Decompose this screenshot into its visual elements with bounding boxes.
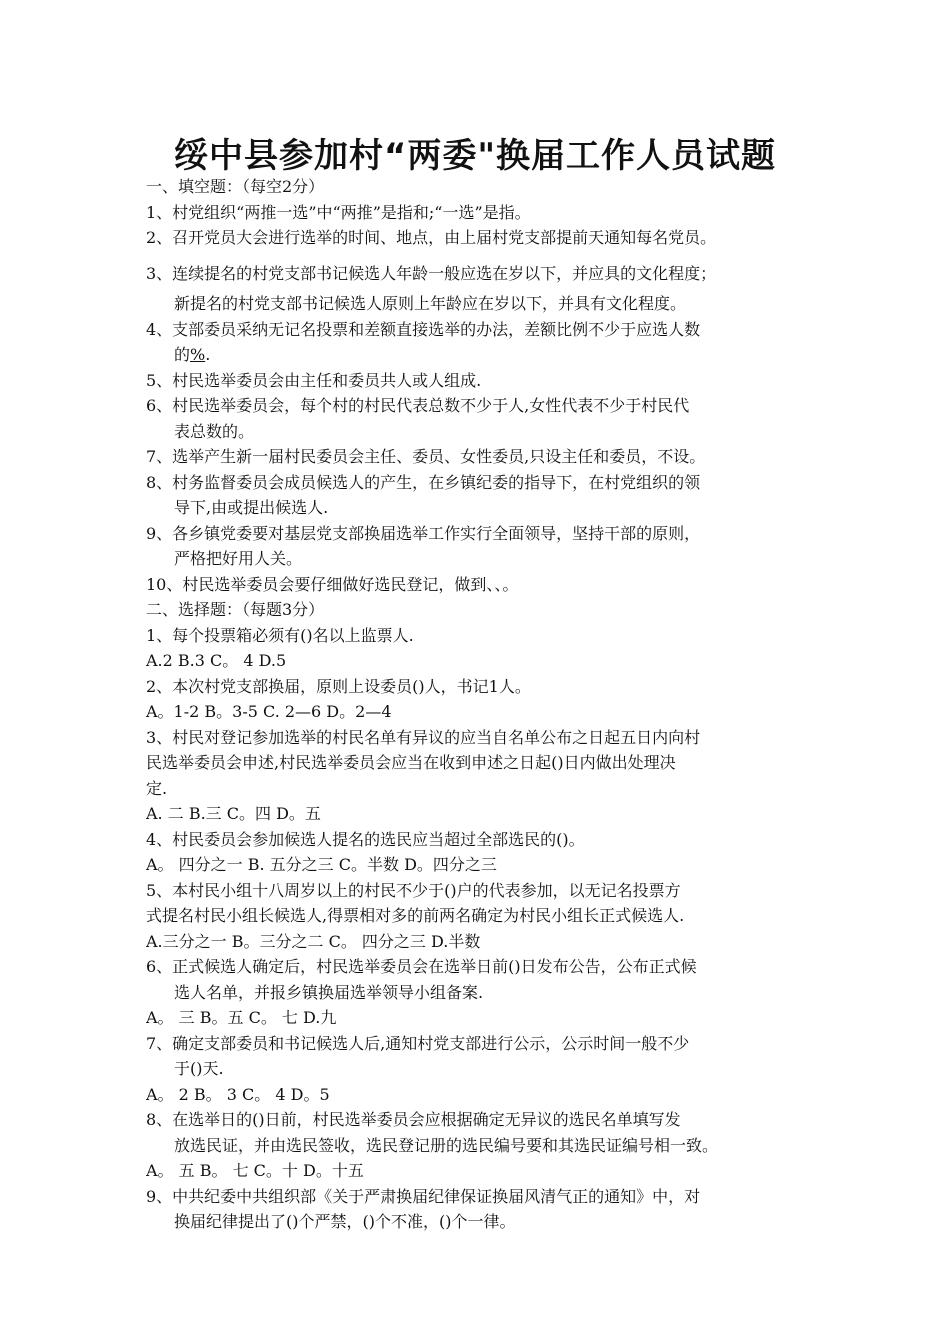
choice-question-5-line-2: 式提名村民小组长候选人,得票相对多的前两名确定为村民小组长正式候选人. — [146, 906, 685, 925]
choice-question-3-line-3: 定. — [146, 778, 168, 798]
choice-question-8-options: A。 五 B。 七 C。十 D。十五 — [146, 1161, 364, 1180]
choice-question-2: 2、本次村党支部换届，原则上设委员()人，书记1人。 — [146, 676, 531, 696]
choice-question-1: 1、每个投票箱必须有()名以上监票人. — [146, 625, 414, 645]
question-1: 1、村党组织“两推一选”中“两推”是指和;“一选”是指。 — [146, 202, 531, 222]
question-10: 10、村民选举委员会要仔细做好选民登记，做到、、。 — [146, 574, 519, 594]
choice-question-8-line-2: 放选民证，并由选民签收，选民登记册的选民编号要和其选民证编号相一致。 — [174, 1135, 719, 1155]
choice-question-5-options: A.三分之一 B。三分之二 C。 四分之三 D.半数 — [146, 931, 481, 951]
section-heading-choice: 二、选择题：（每题3分） — [146, 600, 325, 619]
choice-question-7-options: A。 2 B。 3 C。 4 D。5 — [146, 1084, 330, 1104]
choice-question-6-options: A。 三 B。五 C。 七 D.九 — [146, 1008, 337, 1027]
question-3-line-1: 3、连续提名的村党支部书记候选人年龄一般应选在岁以下，并应具的文化程度； — [146, 263, 717, 283]
question-7: 7、选举产生新一届村民委员会主任、委员、女性委员,只设主任和委员，不设。 — [146, 447, 706, 466]
choice-question-8-line-1: 8、在选举日的()日前，村民选举委员会应根据确定无异议的选民名单填写发 — [146, 1110, 681, 1129]
document-body — [146, 174, 810, 1235]
choice-question-4-options: A。 四分之一 B. 五分之三 C。半数 D。四分之三 — [146, 855, 497, 874]
question-8-line-1: 8、村务监督委员会成员候选人的产生，在乡镇纪委的指导下，在村党组织的领 — [146, 472, 701, 492]
choice-question-6-line-1: 6、正式候选人确定后，村民选举委员会在选举日前()日发布公告，公布正式候 — [146, 957, 697, 976]
choice-question-9-line-2: 换届纪律提出了()个严禁，()个不准，()个一律。 — [174, 1212, 516, 1231]
choice-question-7-line-1: 7、确定支部委员和书记候选人后,通知村党支部进行公示，公示时间一般不少 — [146, 1033, 690, 1053]
choice-question-1-options: A.2 B.3 C。 4 D.5 — [146, 651, 287, 670]
choice-question-2-options: A。1-2 B。3-5 C. 2—6 D。2—4 — [146, 702, 392, 721]
question-9-line-1: 9、各乡镇党委要对基层党支部换届选举工作实行全面领导，坚持干部的原则， — [146, 523, 701, 543]
question-2: 2、召开党员大会进行选举的时间、地点，由上届村党支部提前天通知每名党员。 — [146, 228, 717, 247]
choice-question-3-options: A. 二 B.三 C。四 D。五 — [146, 804, 321, 823]
choice-question-9-line-1: 9、中共纪委中共组织部《关于严肃换届纪律保证换届风清气正的通知》中，对 — [146, 1186, 701, 1206]
choice-question-7-line-2: 于()天. — [174, 1059, 224, 1078]
question-6-line-2: 表总数的。 — [174, 421, 255, 441]
question-8-line-2: 导下,由或提出候选人. — [174, 498, 329, 517]
choice-question-6-line-2: 选人名单，并报乡镇换届选举领导小组备案. — [174, 982, 484, 1002]
question-6-line-1: 6、村民选举委员会，每个村的村民代表总数不少于人,女性代表不少于村民代 — [146, 396, 690, 415]
question-5: 5、村民选举委员会由主任和委员共人或人组成. — [146, 370, 482, 390]
document-title: 绥中县参加村“两委"换届工作人员试题 — [173, 136, 777, 176]
question-3-line-2: 新提名的村党支部书记候选人原则上年龄应在岁以下，并具有文化程度。 — [174, 294, 687, 313]
percent-blank: % — [190, 345, 206, 364]
question-4-line-2: 的%. — [174, 345, 211, 364]
choice-question-3-line-2: 民选举委员会申述,村民选举委员会应当在收到申述之日起()日内做出处理决 — [146, 753, 676, 772]
section-heading-fill-in: 一、填空题：（每空2分） — [146, 177, 325, 196]
question-4-line-1: 4、支部委员采纳无记名投票和差额直接选举的办法，差额比例不少于应选人数 — [146, 319, 701, 339]
choice-question-4: 4、村民委员会参加候选人提名的选民应当超过全部选民的()。 — [146, 829, 585, 849]
choice-question-5-line-1: 5、本村民小组十八周岁以上的村民不少于()户的代表参加，以无记名投票方 — [146, 880, 681, 900]
choice-question-3-line-1: 3、村民对登记参加选举的村民名单有异议的应当自名单公布之日起五日内向村 — [146, 727, 701, 747]
question-9-line-2: 严格把好用人关。 — [174, 549, 303, 568]
